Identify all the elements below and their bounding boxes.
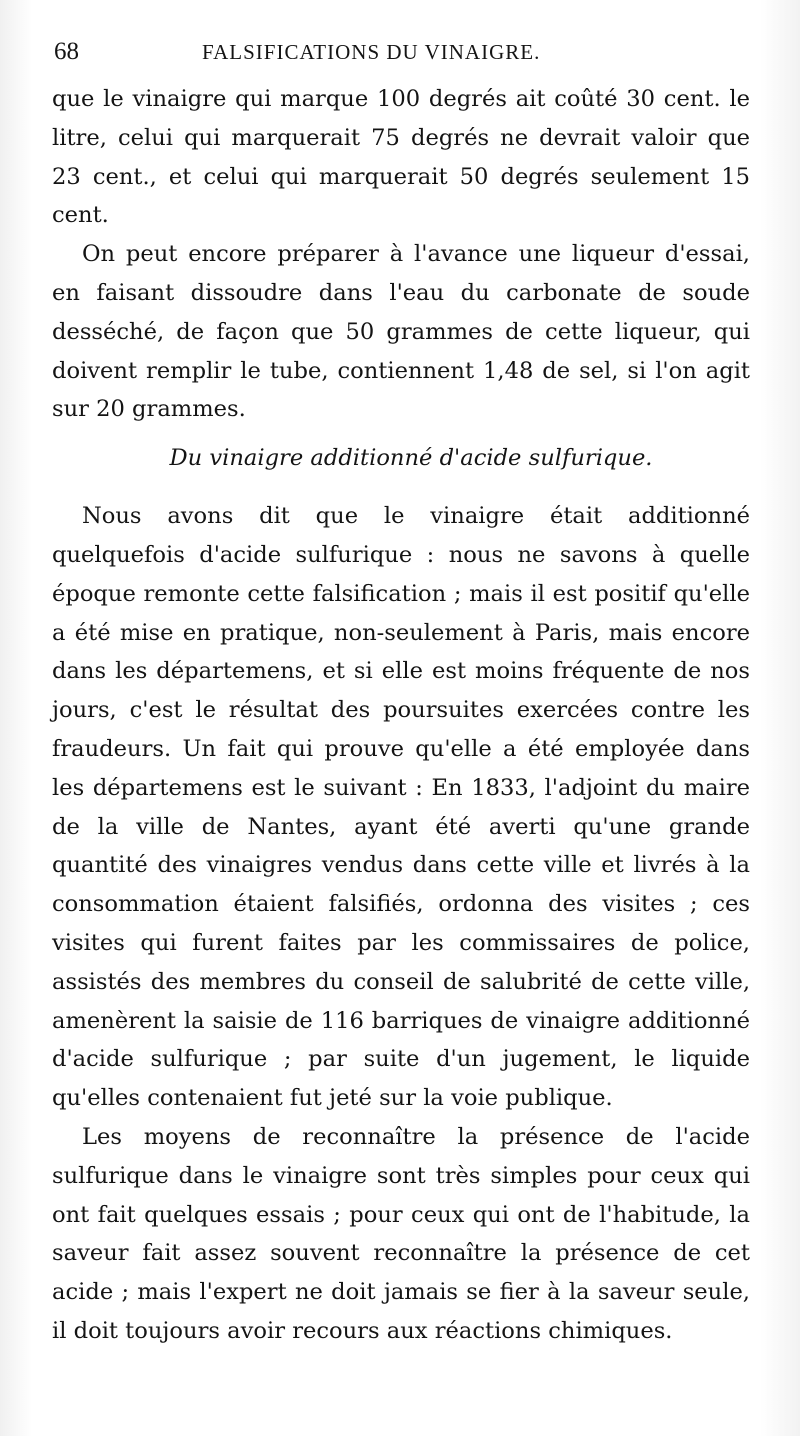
paragraph-sulfuric-history: Nous avons dit que le vinaigre était additionné quelquefois d'acide sulfurique : nous ne savons à quelle époque remonte cette falsification ; mais il est positif qu'elle a été mise en pratique, non-seulement à Paris, mais encore dans les départemens, et si elle est moins fréquente de nos jours, c'est le résultat des poursuites exercées contre les fraudeurs. Un fait qui prouve qu'elle a été employée dans les départemens est le suivant : En 1833, l'adjoint du maire de la ville de Nantes, ayant été averti qu'une grande quantité des vinaigres vendus dans cette ville et livrés à la consommation étaient falsifiés, ordonna des visites ; ces visites qui furent faites par les commissaires de police, assistés des membres du conseil de salubrité de cette ville, amenèrent la saisie de 116 barriques de vinaigre additionné d'acide sulfurique ; par suite d'un jugement, le liquide qu'elles contenaient fut jeté sur la voie publique.	[52, 503, 750, 1112]
section-heading: Du vinaigre additionné d'acide sulfurique.	[169, 445, 653, 472]
running-title: FALSIFICATIONS DU VINAIGRE.	[202, 40, 541, 64]
paragraph-test-liquor: On peut encore préparer à l'avance une liqueur d'essai, en faisant dissoudre dans l'eau du carbonate de soude desséché, de façon que 50 grammes de cette liqueur, qui doivent remplir le tube, contiennent 1,48 de sel, si l'on agit sur 20 grammes.	[52, 241, 750, 423]
page-body	[52, 80, 750, 1351]
running-head	[52, 28, 750, 80]
page-number: 68	[54, 38, 79, 65]
paragraph-continuation: que le vinaigre qui marque 100 degrés ait coûté 30 cent. le litre, celui qui marquerait 75 degrés ne devrait valoir que 23 cent., et celui qui marquerait 50 degrés seulement 15 cent.	[52, 86, 750, 229]
paragraph-detection: Les moyens de reconnaître la présence de l'acide sulfurique dans le vinaigre sont très simples pour ceux qui ont fait quelques essais ; pour ceux qui ont de l'habitude, la saveur fait assez souvent reconnaître la présence de cet acide ; mais l'expert ne doit jamais se fier à la saveur seule, il doit toujours avoir recours aux réactions chimiques.	[52, 1123, 750, 1344]
